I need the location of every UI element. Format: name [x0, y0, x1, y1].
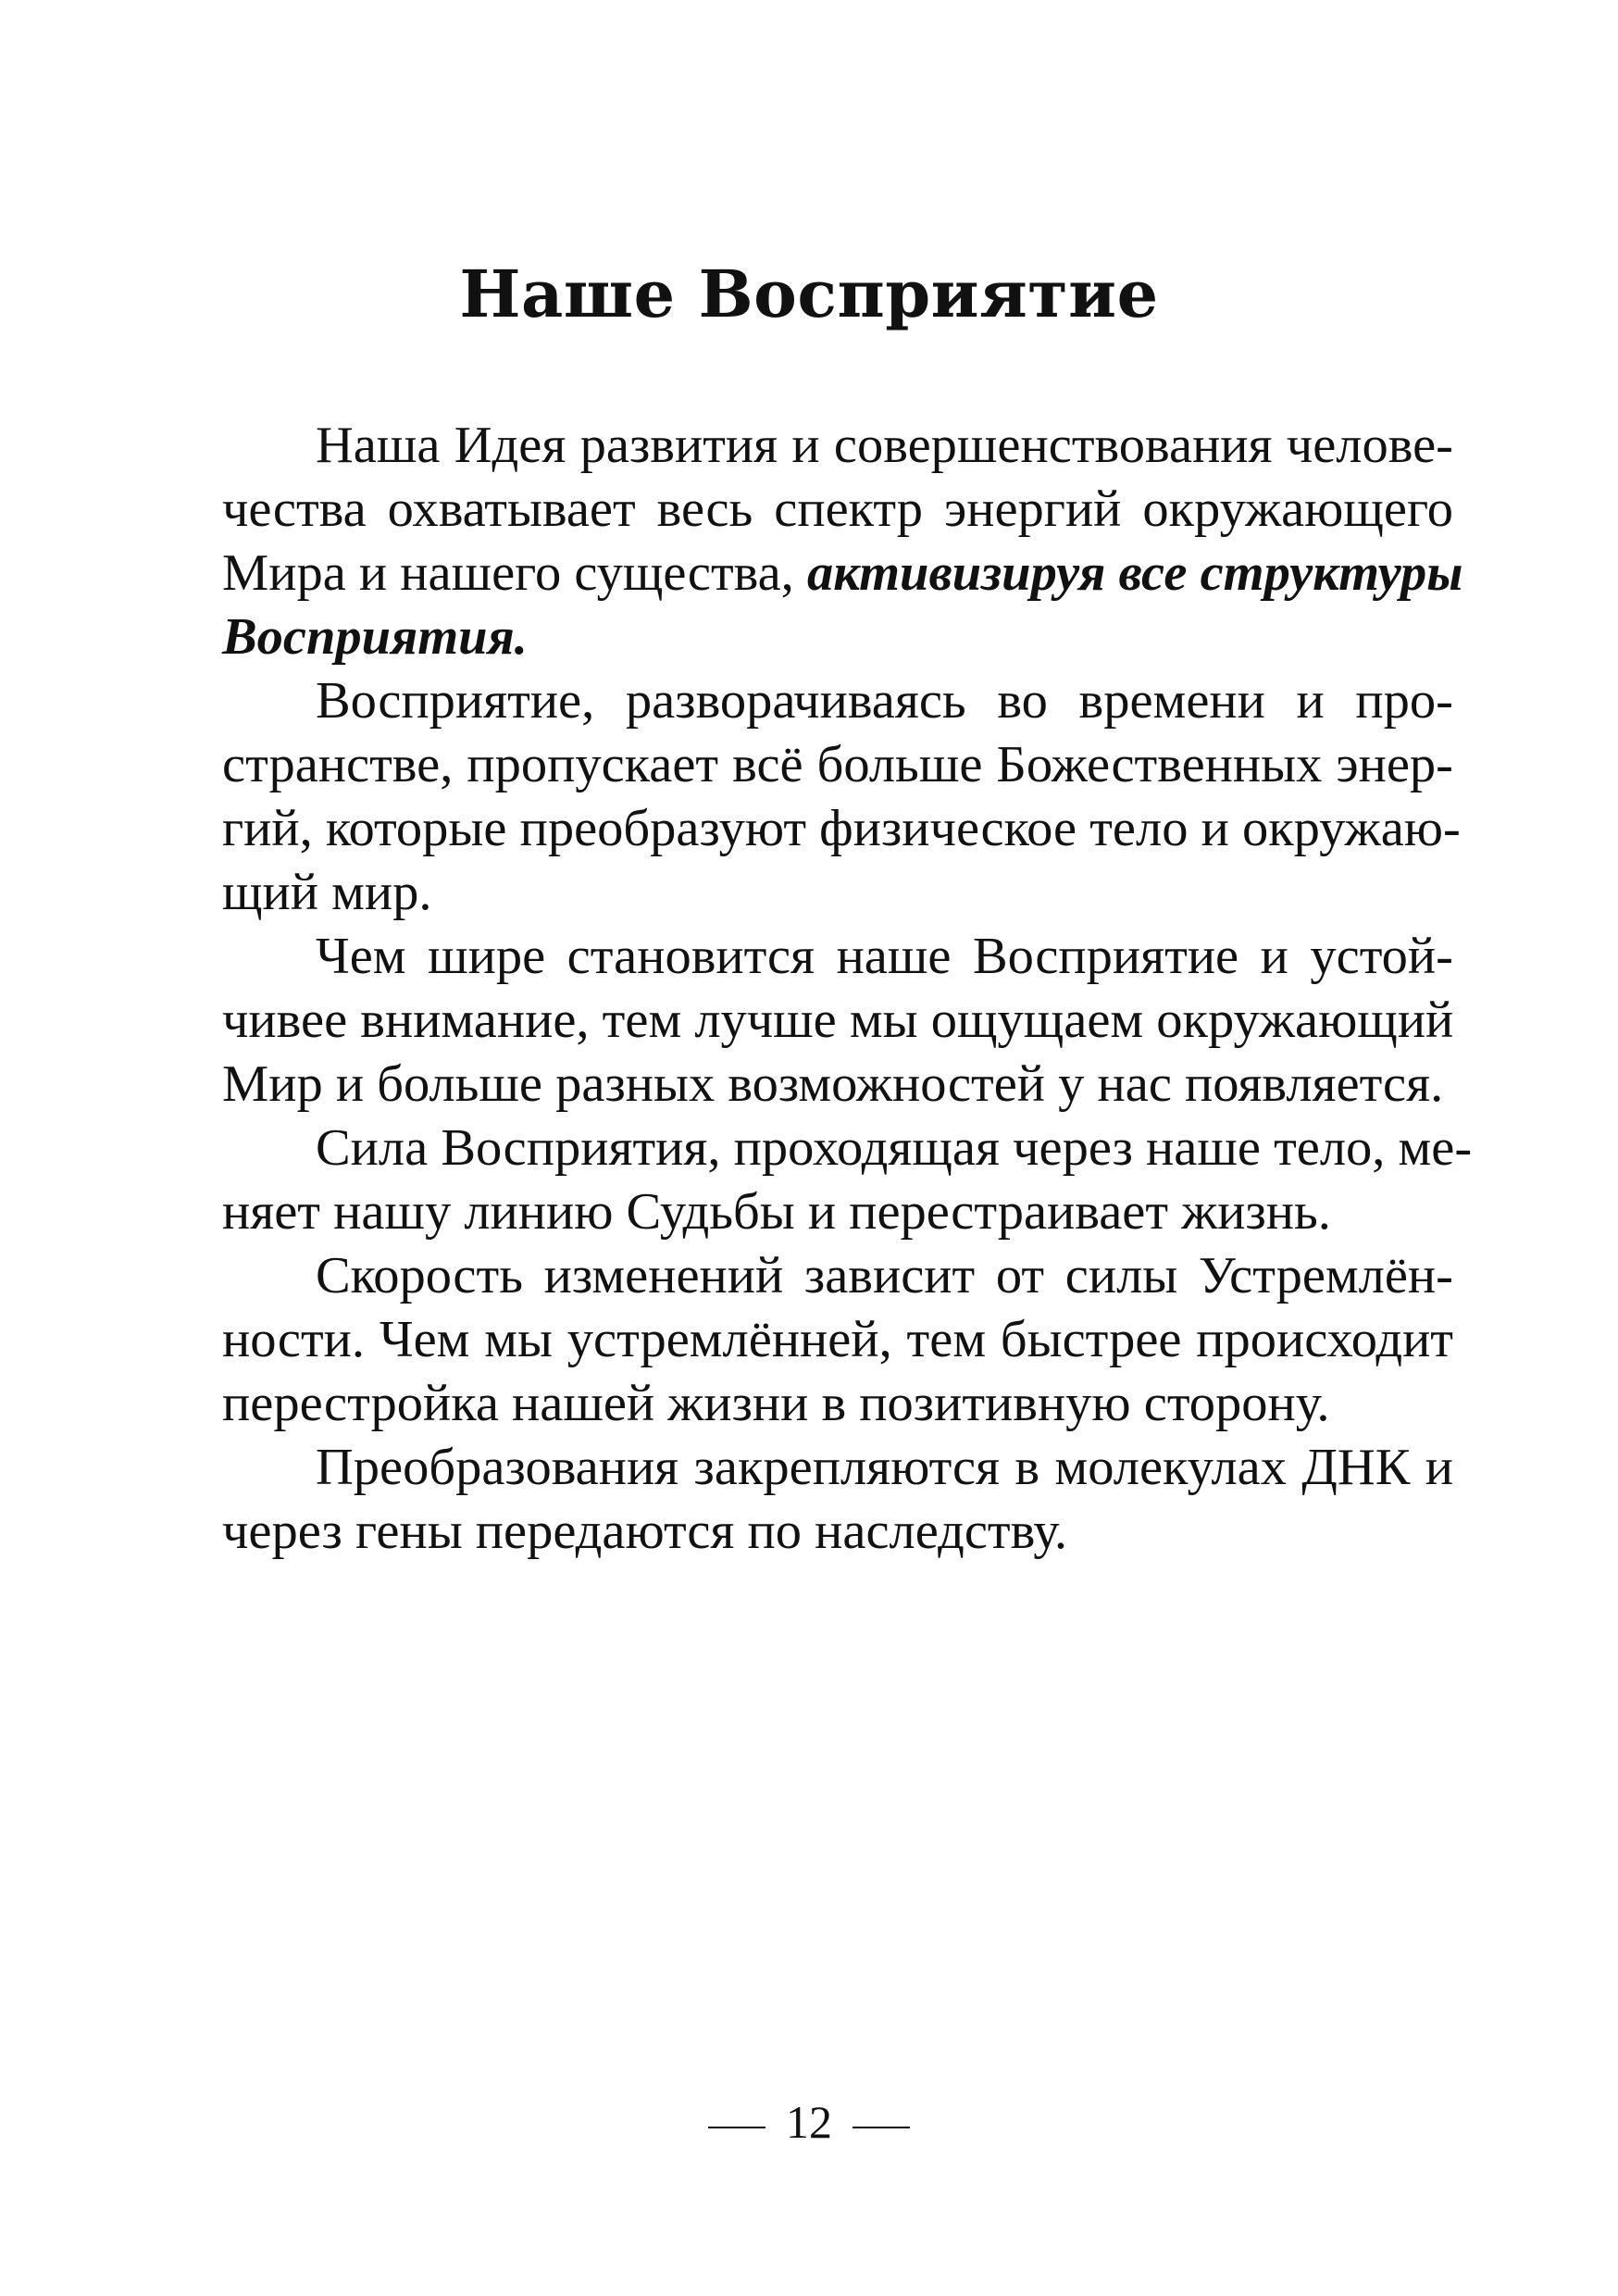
text-line: Восприятие, разворачиваясь во времени и про-: [316, 672, 1453, 730]
text-line: перестройка нашей жизни в позитивную сторону.: [222, 1375, 1330, 1432]
text-line: Чем шире становится наше Восприятие и устой-: [316, 928, 1453, 985]
emphasized-text: активизируя все структуры: [806, 544, 1463, 602]
paragraph-5: [222, 1244, 1453, 1436]
text-line: чества охватывает весь спектр энергий окружающего: [222, 480, 1453, 538]
text-line: Мир и больше разных возможностей у нас появляется.: [222, 1055, 1444, 1113]
text-line: Преобразования закрепляются в молекулах ДНК и: [316, 1439, 1453, 1496]
text-line: Скорость изменений зависит от силы Устремлён-: [316, 1247, 1453, 1304]
paragraph-4: [222, 1117, 1473, 1244]
paragraph-6: [222, 1436, 1453, 1564]
text-fragment: Мира и нашего существа,: [222, 544, 794, 602]
text-line: Наша Идея развития и совершенствования челове-: [316, 417, 1453, 474]
body-text: [222, 414, 1473, 1564]
text-line: гий, которые преобразуют физическое тело и окружаю-: [222, 800, 1461, 857]
page-number-dash-right: [853, 2127, 910, 2128]
paragraph-2: [222, 669, 1461, 925]
text-line: странстве, пропускает всё больше Божественных энер-: [222, 736, 1453, 793]
text-line: щий мир.: [222, 864, 432, 921]
emphasized-text-line: Восприятия.: [222, 608, 528, 666]
text-line: ности. Чем мы устремлённей, тем быстрее происходит: [222, 1311, 1453, 1368]
page-number: [0, 2094, 1618, 2150]
text-line: няет нашу линию Судьбы и перестраивает жизнь.: [222, 1183, 1331, 1241]
page-title: Наше Восприятие: [459, 256, 1159, 332]
text-line: чивее внимание, тем лучше мы ощущаем окружающий: [222, 992, 1454, 1049]
page-number-value: 12: [786, 2096, 832, 2148]
paragraph-3: [222, 925, 1453, 1117]
page-number-dash-left: [708, 2127, 765, 2128]
text-line-with-emphasis: [222, 542, 1463, 605]
text-line: через гены передаются по наследству.: [222, 1503, 1068, 1560]
paragraph-1: [222, 414, 1463, 669]
text-line: Сила Восприятия, проходящая через наше тело, ме-: [316, 1119, 1473, 1177]
